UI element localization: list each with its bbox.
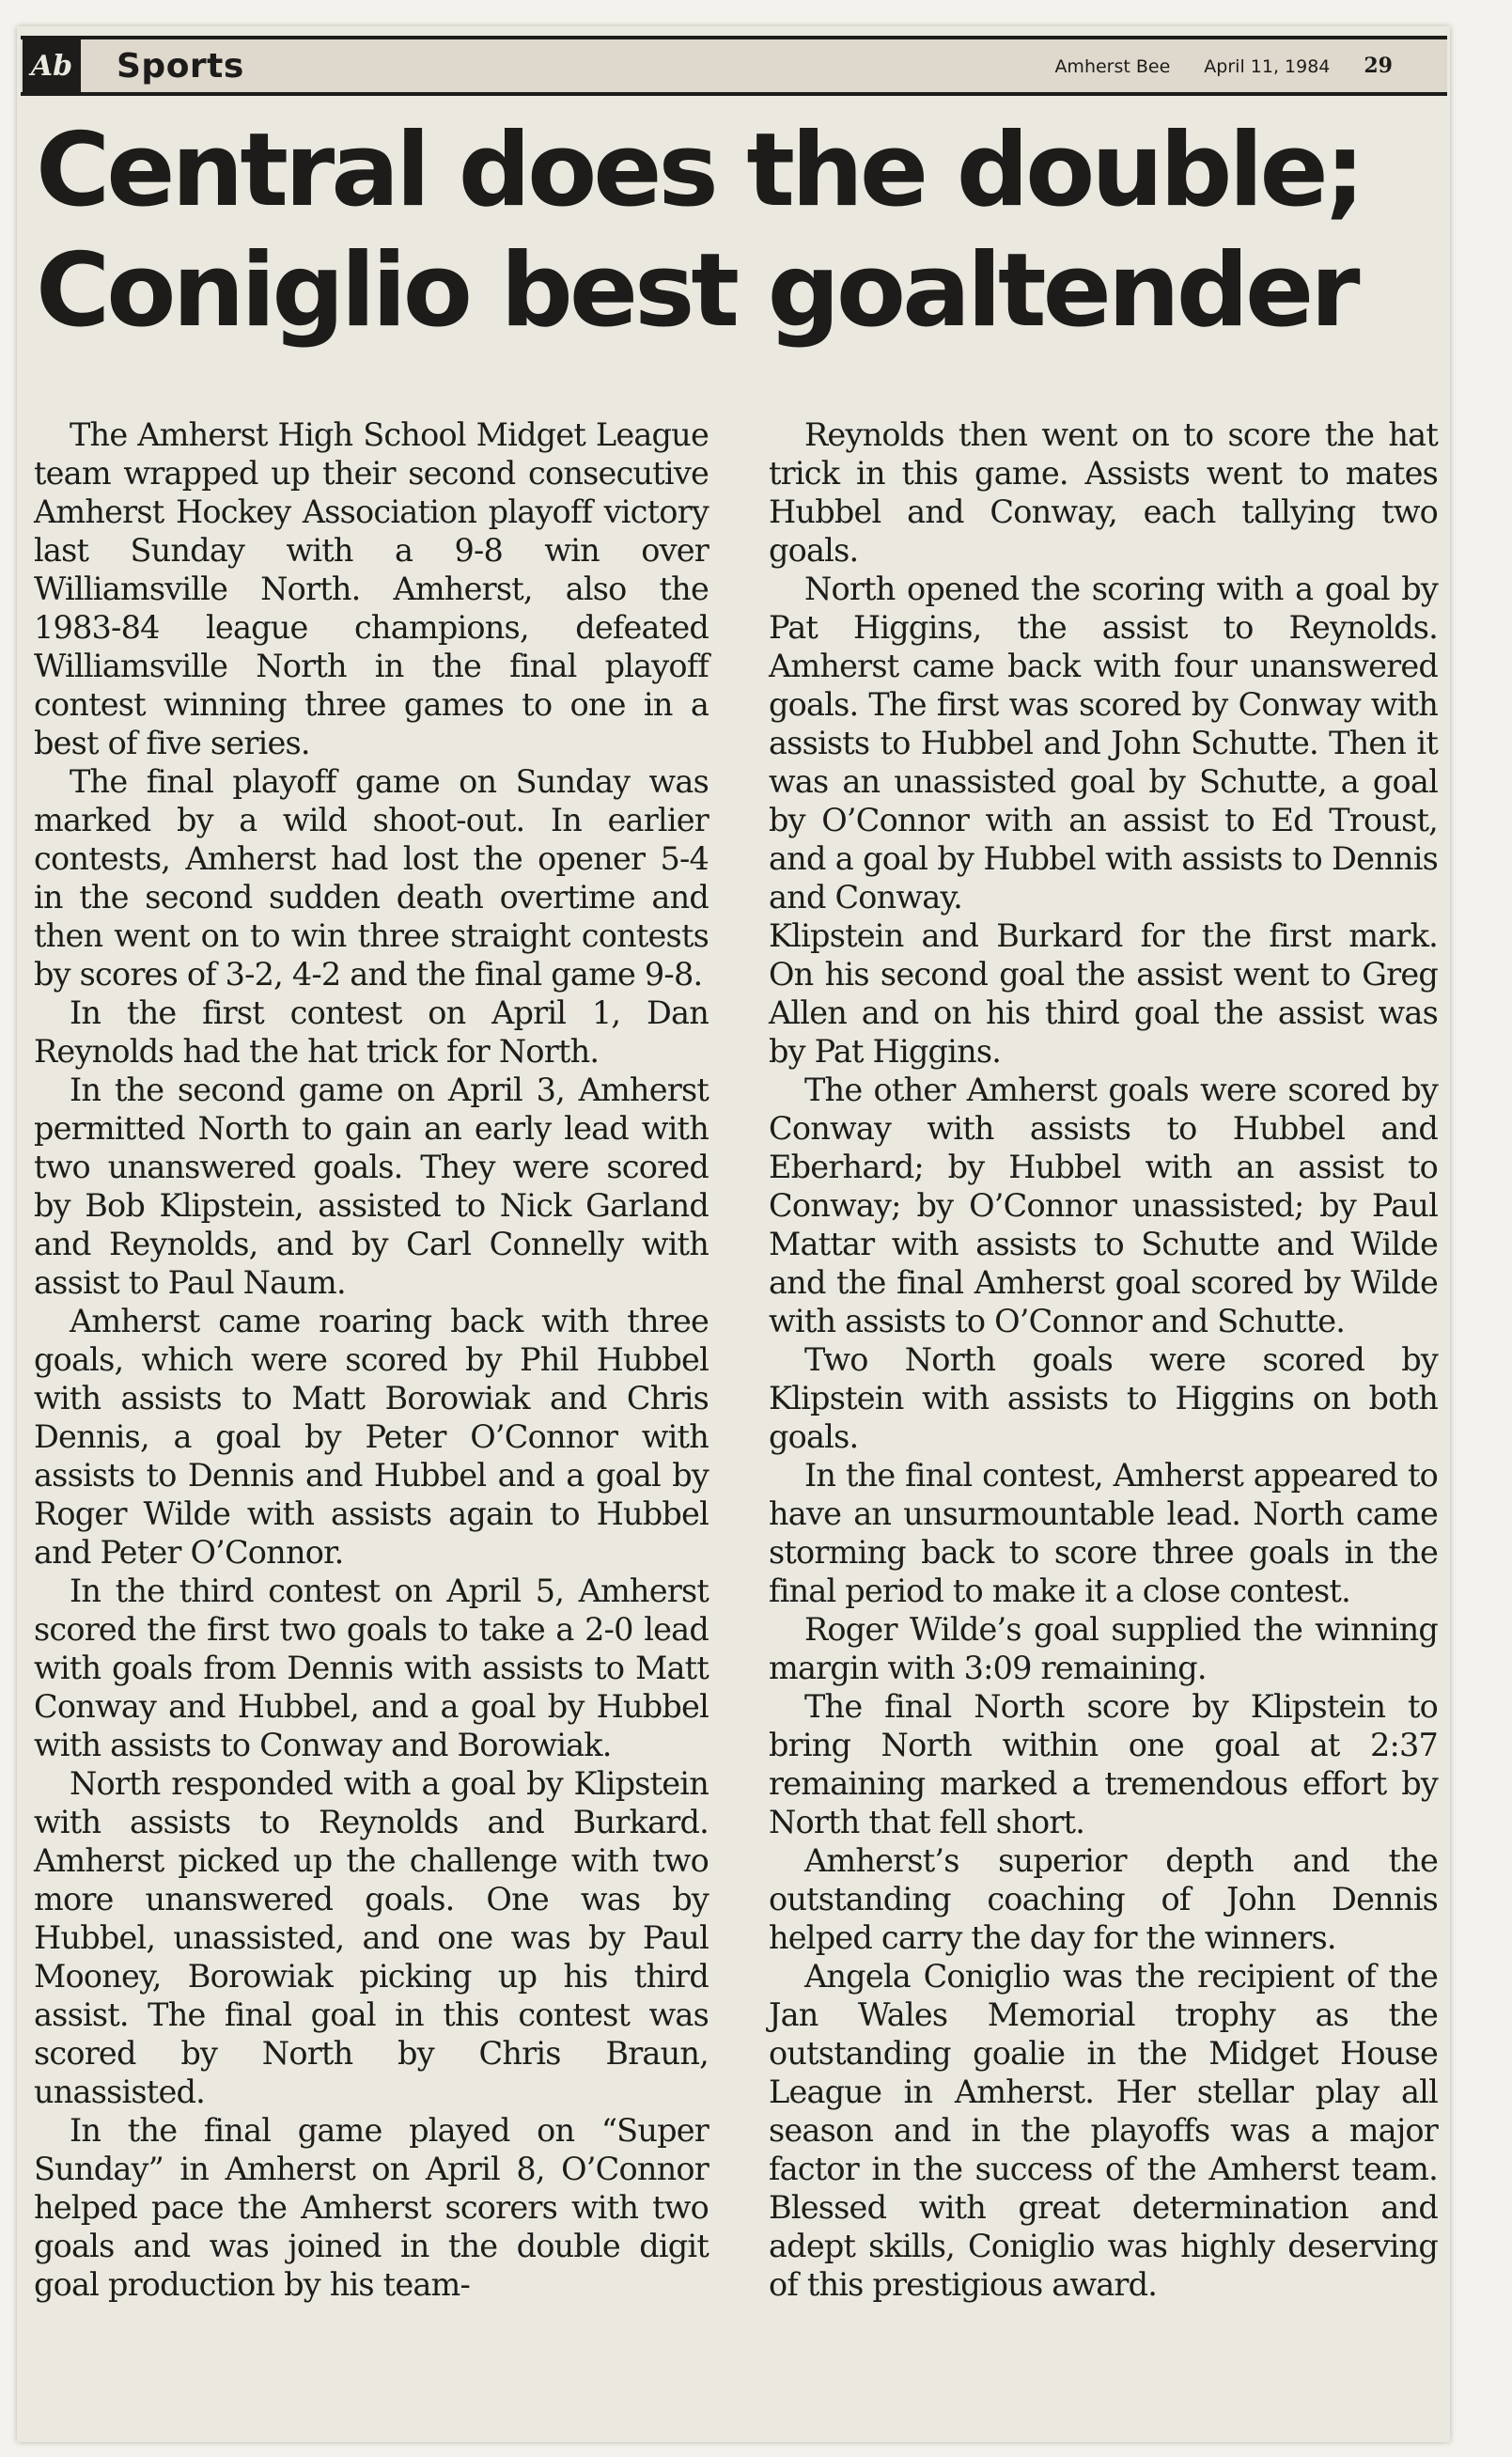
- article-paragraph: Amherst came roaring back with three goals, which were scored by Phil Hubbel with assists to Matt Borowiak and Chris Dennis, a goal by Peter O’Connor with assists to Dennis and Hubbel and a goal by Roger Wilde with assists again to Hubbel and Peter O’Connor.: [34, 1303, 709, 1571]
- article-paragraph: The final North score by Klipstein to bring North within one goal at 2:37 remaining marked a tremendous effort by North that fell short.: [769, 1688, 1438, 1840]
- masthead: [21, 36, 1447, 96]
- article-column-right: [769, 415, 1438, 2304]
- article-paragraph: Angela Coniglio was the recipient of the Jan Wales Memorial trophy as the outstanding goalie in the Midget House League in Amherst. Her stellar play all season and in the playoffs was a major factor in the success of the Amherst team. Blessed with great determination and adept skills, Coniglio was highly deserving of this prestigious award.: [769, 1958, 1438, 2303]
- masthead-meta: [1054, 54, 1393, 78]
- article-paragraph: In the first contest on April 1, Dan Reynolds had the hat trick for North.: [34, 994, 709, 1070]
- article-paragraph: In the final game played on “Super Sunday” in Amherst on April 8, O’Connor helped pace the Amherst scorers with two goals and was joined in the double digit goal production by his team-: [34, 2112, 709, 2303]
- article-paragraph: Roger Wilde’s goal supplied the winning margin with 3:09 remaining.: [769, 1611, 1438, 1686]
- article-paragraph: In the final contest, Amherst appeared to have an unsurmountable lead. North came storming back to score three goals in the final period to make it a close contest.: [769, 1457, 1438, 1609]
- newspaper-logo: Ab: [23, 39, 81, 92]
- article-column-left: [34, 415, 709, 2304]
- headline-line-2: Coniglio best goaltender: [36, 232, 1357, 350]
- paper-name: Amherst Bee: [1054, 56, 1171, 77]
- article-paragraph: The final playoff game on Sunday was marked by a wild shoot-out. In earlier contests, Amherst had lost the opener 5-4 in the second sudden death overtime and then went on to win three straight contests by scores of 3-2, 4-2 and the final game 9-8.: [34, 763, 709, 993]
- article-paragraph: The other Amherst goals were scored by Conway with assists to Hubbel and Eberhard; by Hubbel with an assist to Conway; by O’Connor unassisted; by Paul Mattar with assists to Schutte and Wilde and the final Amherst goal scored by Wilde with assists to O’Connor and Schutte.: [769, 1072, 1438, 1339]
- article-paragraph: Two North goals were scored by Klipstein with assists to Higgins on both goals.: [769, 1341, 1438, 1455]
- article-paragraph: North responded with a goal by Klipstein with assists to Reynolds and Burkard. Amherst picked up the challenge with two more unanswered goals. One was by Hubbel, unassisted, and one was by Paul Mooney, Borowiak picking up his third assist. The final goal in this contest was scored by North by Chris Braun, unassisted.: [34, 1765, 709, 2110]
- page-number: 29: [1364, 54, 1393, 78]
- section-title: Sports: [117, 46, 244, 86]
- article-paragraph: Reynolds then went on to score the hat trick in this game. Assists went to mates Hubbel and Conway, each tallying two goals.: [769, 416, 1438, 569]
- article-paragraph: In the third contest on April 5, Amherst scored the first two goals to take a 2-0 lead with goals from Dennis with assists to Matt Conway and Hubbel, and a goal by Hubbel with assists to Conway and Borowiak.: [34, 1573, 709, 1763]
- article-paragraph: North opened the scoring with a goal by Pat Higgins, the assist to Reynolds. Amherst came back with four unanswered goals. The first was scored by Conway with assists to Hubbel and John Schutte. Then it was an unassisted goal by Schutte, a goal by O’Connor with an assist to Ed Troust, and a goal by Hubbel with assists to Dennis and Conway.: [769, 571, 1438, 916]
- issue-date: April 11, 1984: [1204, 56, 1331, 77]
- headline-line-1: Central does the double;: [36, 112, 1362, 229]
- article-paragraph: Klipstein and Burkard for the first mark. On his second goal the assist went to Greg Allen and on his third goal the assist was by Pat Higgins.: [769, 917, 1438, 1070]
- article-paragraph: Amherst’s superior depth and the outstanding coaching of John Dennis helped carry the day for the winners.: [769, 1842, 1438, 1956]
- article-paragraph: In the second game on April 3, Amherst permitted North to gain an early lead with two unanswered goals. They were scored by Bob Klipstein, assisted to Nick Garland and Reynolds, and by Carl Connelly with assist to Paul Naum.: [34, 1072, 709, 1301]
- article-paragraph: The Amherst High School Midget League team wrapped up their second consecutive Amherst Hockey Association playoff victory last Sunday with a 9-8 win over Williamsville North. Amherst, also the 1983-84 league champions, defeated Williamsville North in the final playoff contest winning three games to one in a best of five series.: [34, 416, 709, 761]
- headline: [36, 111, 1445, 352]
